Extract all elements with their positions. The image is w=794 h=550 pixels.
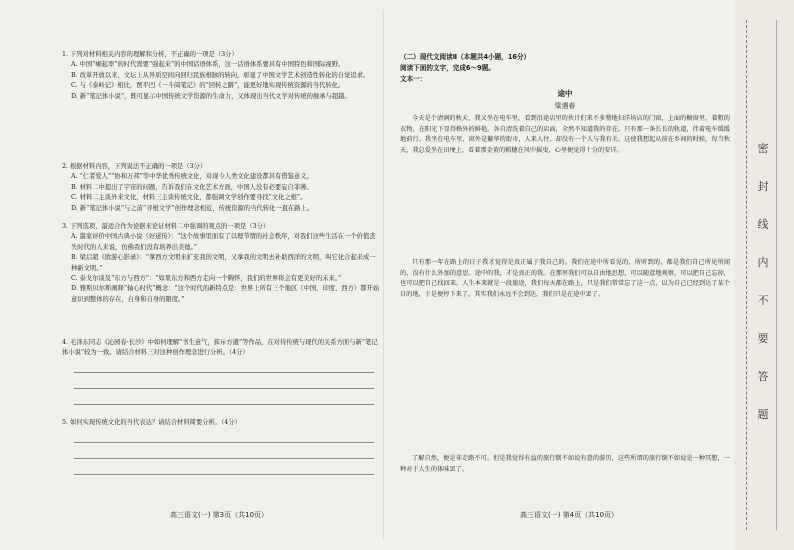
question-4-stem: 4. 毛泽东同志《沁园春·长沙》中如何理解“书生意气，挥斥方遒”等作品，在对待传统与现代的关系方面与新“笔记体小说”较为一致。请结合材料三对这种创作理念进行分析。（4分） [62, 339, 378, 357]
answer-line[interactable] [74, 458, 374, 459]
question-2-option-c: C. 材料二主谈外来文化，材料三主谈传统文化，都强调文学创作要寻找“文化之根”。 [71, 194, 307, 202]
question-3-stem: 3. 下列选项，最适合作为论据来论证材料二中强调的观点的一项是（3分） [62, 223, 270, 230]
answer-line[interactable] [74, 404, 374, 405]
question-5-stem: 5. 如何实现传统文化的当代表达？请结合材料简要分析。（4分） [62, 419, 241, 426]
binding-margin [734, 0, 794, 550]
question-1-stem: 1. 下列对材料相关内容的理解和分析，不正确的一项是（3分） [62, 51, 238, 58]
margin-rule [776, 20, 777, 530]
page-footer-left: 高三语文(一) 第3页（共10页） [170, 511, 269, 519]
question-5 [62, 418, 380, 428]
left-page [0, 0, 384, 550]
question-3 [62, 222, 380, 305]
page-footer-right: 高三语文(一) 第4页（共10页） [520, 511, 619, 519]
question-2-stem: 2. 根据材料内容，下列说法不正确的一项是（3分） [62, 163, 207, 170]
reading-instruction: 阅读下面的文字，完成6～9题。 [400, 64, 495, 72]
question-1-option-c: C. 与《泰岭记》相比，贾平凹《一斗阅笔记》的“回转之路”，能更好地实现传统资源的当代转化。 [71, 82, 345, 90]
question-3-option-a: A. 墨家评价中国古典小说《好逑传》：“这个故事里面有了以理节情的社会秩序，对我们这些生活在一个价值丧失时代的人来说，仿佛我们没有培养出美德。” [71, 233, 376, 251]
answer-line[interactable] [74, 388, 374, 389]
question-1-option-b: B. 改革开放以来，文坛上从异质空间向回归民族根脉的转向，彰显了中国文学艺术创造性转化的自觉追求。 [71, 71, 370, 79]
question-3-option-b: B. 梁启超《欧游心影录》：“拿西方文明来扩充我的文明，又拿我的文明去补助西洋的文明，叫它化合起来成一种新文明。” [71, 254, 376, 272]
article-paragraph: 了解自然，便是非走路不可。但是我觉得有益的旅行倒不如说有意的游历，这些所谓的旅行倒不如说是一种冥想，一种对于人生的体味罢了。 [400, 455, 730, 473]
question-2 [62, 162, 380, 214]
text-label: 文本一： [400, 75, 427, 83]
seal-line [746, 20, 747, 530]
question-1-option-d: D. 新“笔记体小说”，既可显示中国传统文学资源的生命力，又体现出当代文学对传统的继承与超越。 [71, 92, 351, 100]
article-paragraph: 今天是个清润的秋天，我又坐在电车里，看到沿途店里的伙计们来不多整地扫洋场店的门窗，上面的橱窗里，着粗的衣物，在阳光下显得格外的鲜艳。各自清洗着自己的店面，全然不知道我的存在。只有那一条长长的轨道，伴着电车缓缓地前行。我坐在电车里，窗外是繁华的街市，人来人往，却没有一个人与我有关。这使我想起从前在乡间的时候，每当秋天，我总爱坐在田埂上，看着那金黄的稻穗在风中摇曳，心里便觉得十分的安详。 [400, 115, 730, 154]
article-title: 途中 [557, 89, 573, 98]
answer-line[interactable] [74, 372, 374, 373]
article-author: 梁遇春 [554, 102, 576, 110]
question-3-option-c: C. 泰戈尔谈及“东方与西方”：“如果东方和西方走向一个胸怀，我们的世界将会有更美好的未来。” [71, 275, 342, 283]
answer-line[interactable] [74, 442, 374, 443]
question-4 [62, 338, 380, 359]
section-heading: （二）现代文阅读Ⅱ（本题共4小题，16分） [400, 53, 531, 61]
question-1 [62, 50, 380, 102]
question-2-option-b: B. 材料二中提出了宇宙的问题，告诉我们在文化艺术方面，中国人没有必要妄自菲薄。 [71, 183, 313, 191]
answer-line[interactable] [74, 474, 374, 475]
question-2-option-d: D. 新“笔记体小说”与之前“寻根文学”创作理念相近，传统资源的当代转化一直在路上。 [71, 204, 314, 212]
seal-line-notice: 密封线内不要答题 [757, 142, 769, 421]
question-1-option-a: A. 中国“崛起率”的时代需要“强起来”的中国话语体系，这一话语体系要具有中国特色和国际视野。 [71, 61, 345, 69]
article-paragraph: 只有那一年在路上的日子我才觉得是真正属于我自己的。我们在途中所看见的，所听到的，都是我们自己所见所闻的，没有什么外加的意思。途中的我，才是真正的我。在那里我们可以自由地思想，可以随意地观察，可以把自己忘掉，也可以把自己找回来。人生本来就是一段旅途，我们每天都在路上，只是我们常常忘了这一点，以为自己已经到达了某个目的地，于是便停下来了。其实我们永远不会到达，我们只是在途中罢了。 [400, 259, 730, 298]
question-3-option-d: D. 雅斯贝尔斯阐释“轴心时代”概念：“这个时代的新特点是：世界上所有三个地区（中国、印度、西方）都开始意识到整体的存在，自身和自身的限度。” [71, 285, 380, 303]
question-2-option-a: A. “仁者爱人”“协和万邦”等中华优秀传统文化，对现今人类文化建设都具有借鉴意义。 [71, 173, 313, 181]
